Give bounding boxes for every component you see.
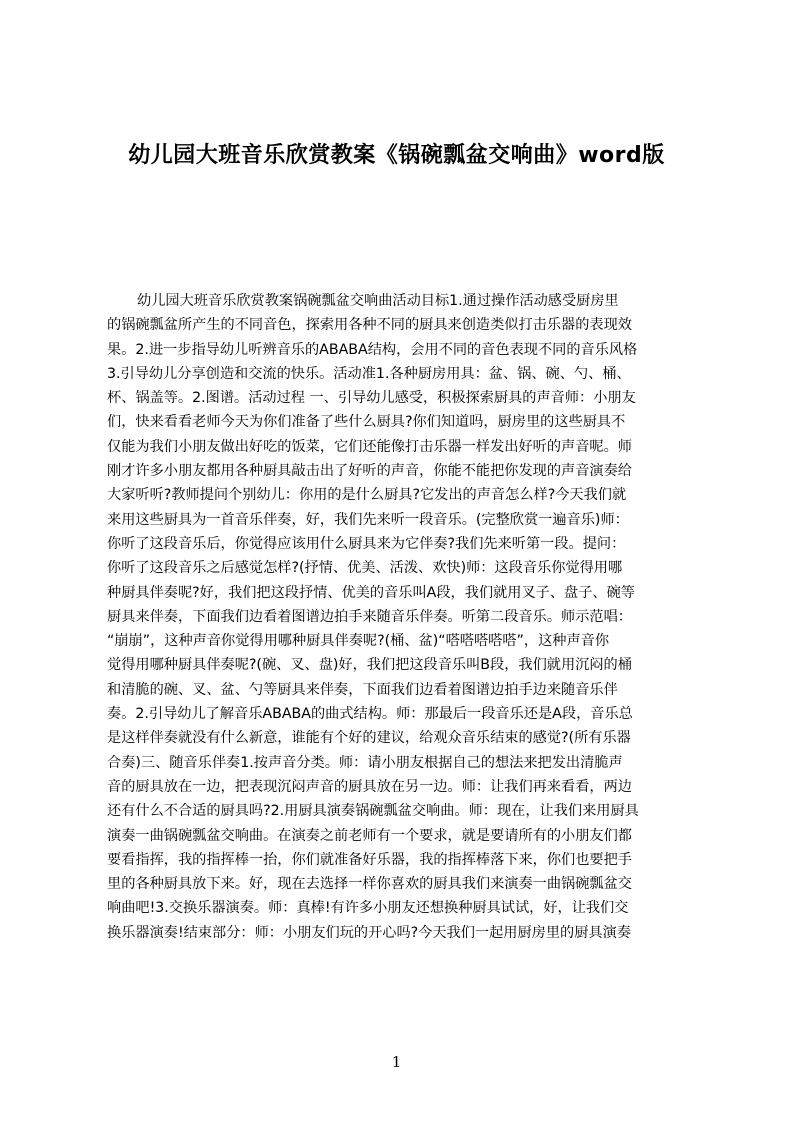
body-line: 换乐器演奏!结束部分：师：小朋友们玩的开心吗?今天我们一起用厨房里的厨具演奏 <box>107 924 631 941</box>
body-line: 刚才许多小朋友都用各种厨具敲击出了好听的声音，你能不能把你发现的声音演奏给 <box>107 463 632 480</box>
document-title: 幼儿园大班音乐欣赏教案《锅碗瓢盆交响曲》word版 <box>128 143 665 168</box>
body-line: 仅能为我们小朋友做出好吃的饭菜，它们还能像打击乐器一样发出好听的声音呢。师 <box>107 438 632 455</box>
body-line: 里的各种厨具放下来。好，现在去选择一样你喜欢的厨具我们来演奏一曲锅碗瓢盆交 <box>107 876 632 893</box>
document-body <box>107 289 699 945</box>
body-line: 你听了这段音乐之后感觉怎样?(抒情、优美、活泼、欢快)师：这段音乐你觉得用哪 <box>107 560 623 577</box>
body-line: 还有什么不合适的厨具吗?2.用厨具演奏锅碗瓢盆交响曲。师：现在，让我们来用厨具 <box>107 803 639 820</box>
body-line: 的锅碗瓢盆所产生的不同音色，探索用各种不同的厨具来创造类似打击乐器的表现效 <box>107 317 632 334</box>
body-line: 幼儿园大班音乐欣赏教案锅碗瓢盆交响曲活动目标1.通过操作活动感受厨房里 <box>137 293 619 309</box>
body-line: 奏。2.引导幼儿了解音乐ABABA的曲式结构。师：那最后一段音乐还是A段，音乐总 <box>107 706 633 723</box>
body-line: 你听了这段音乐后，你觉得应该用什么厨具来为它伴奏?我们先来听第一段。提问： <box>107 535 626 552</box>
body-line: 是这样伴奏就没有什么新意，谁能有个好的建议，给观众音乐结束的感觉?(所有乐器 <box>107 730 631 747</box>
body-line: 3.引导幼儿分享创造和交流的快乐。活动准1.各种厨房用具：盆、锅、碗、勺、桶、 <box>107 365 631 382</box>
body-line: 觉得用哪种厨具伴奏呢?(碗、叉、盘)好，我们把这段音乐叫B段，我们就用沉闷的桶 <box>107 657 632 674</box>
body-line: 来用这些厨具为一首音乐伴奏，好，我们先来听一段音乐。(完整欣赏一遍音乐)师： <box>107 511 629 528</box>
body-line: 合奏)三、随音乐伴奏1.按声音分类。师：请小朋友根据自己的想法来把发出清脆声 <box>107 754 623 771</box>
page-number: 1 <box>391 1053 402 1071</box>
body-line: 杯、锅盖等。2.图谱。活动过程 一、引导幼儿感受，积极探索厨具的声音师：小朋友 <box>107 390 636 407</box>
body-line: “崩崩”，这种声音你觉得用哪种厨具伴奏呢?(桶、盆)“嗒嗒嗒嗒嗒”，这种声音你 <box>107 633 610 650</box>
body-line: 演奏一曲锅碗瓢盆交响曲。在演奏之前老师有一个要求，就是要请所有的小朋友们都 <box>107 827 632 844</box>
body-line: 响曲吧!3.交换乐器演奏。师：真棒!有许多小朋友还想换种厨具试试，好，让我们交 <box>107 900 629 917</box>
body-line: 果。2.进一步指导幼儿听辨音乐的ABABA结构，会用不同的音色表现不同的音乐风格 <box>107 341 638 358</box>
body-line: 们，快来看看老师今天为你们准备了些什么厨具?你们知道吗，厨房里的这些厨具不 <box>107 414 626 431</box>
body-line: 音的厨具放在一边，把表现沉闷声音的厨具放在另一边。师：让我们再来看看，两边 <box>107 778 632 795</box>
body-line: 厨具来伴奏，下面我们边看着图谱边拍手来随音乐伴奏。听第二段音乐。师示范唱： <box>107 608 632 625</box>
body-line: 和清脆的碗、叉、盆、勺等厨具来伴奏，下面我们边看着图谱边拍手边来随音乐伴 <box>107 681 618 698</box>
body-line: 大家听听?教师提问个别幼儿：你用的是什么厨具?它发出的声音怎么样?今天我们就 <box>107 487 627 504</box>
body-line: 种厨具伴奏呢?好，我们把这段抒情、优美的音乐叫A段，我们就用叉子、盘子、碗等 <box>107 584 635 601</box>
body-line: 要看指挥，我的指挥棒一抬，你们就准备好乐器，我的指挥棒落下来，你们也要把手 <box>107 851 632 868</box>
